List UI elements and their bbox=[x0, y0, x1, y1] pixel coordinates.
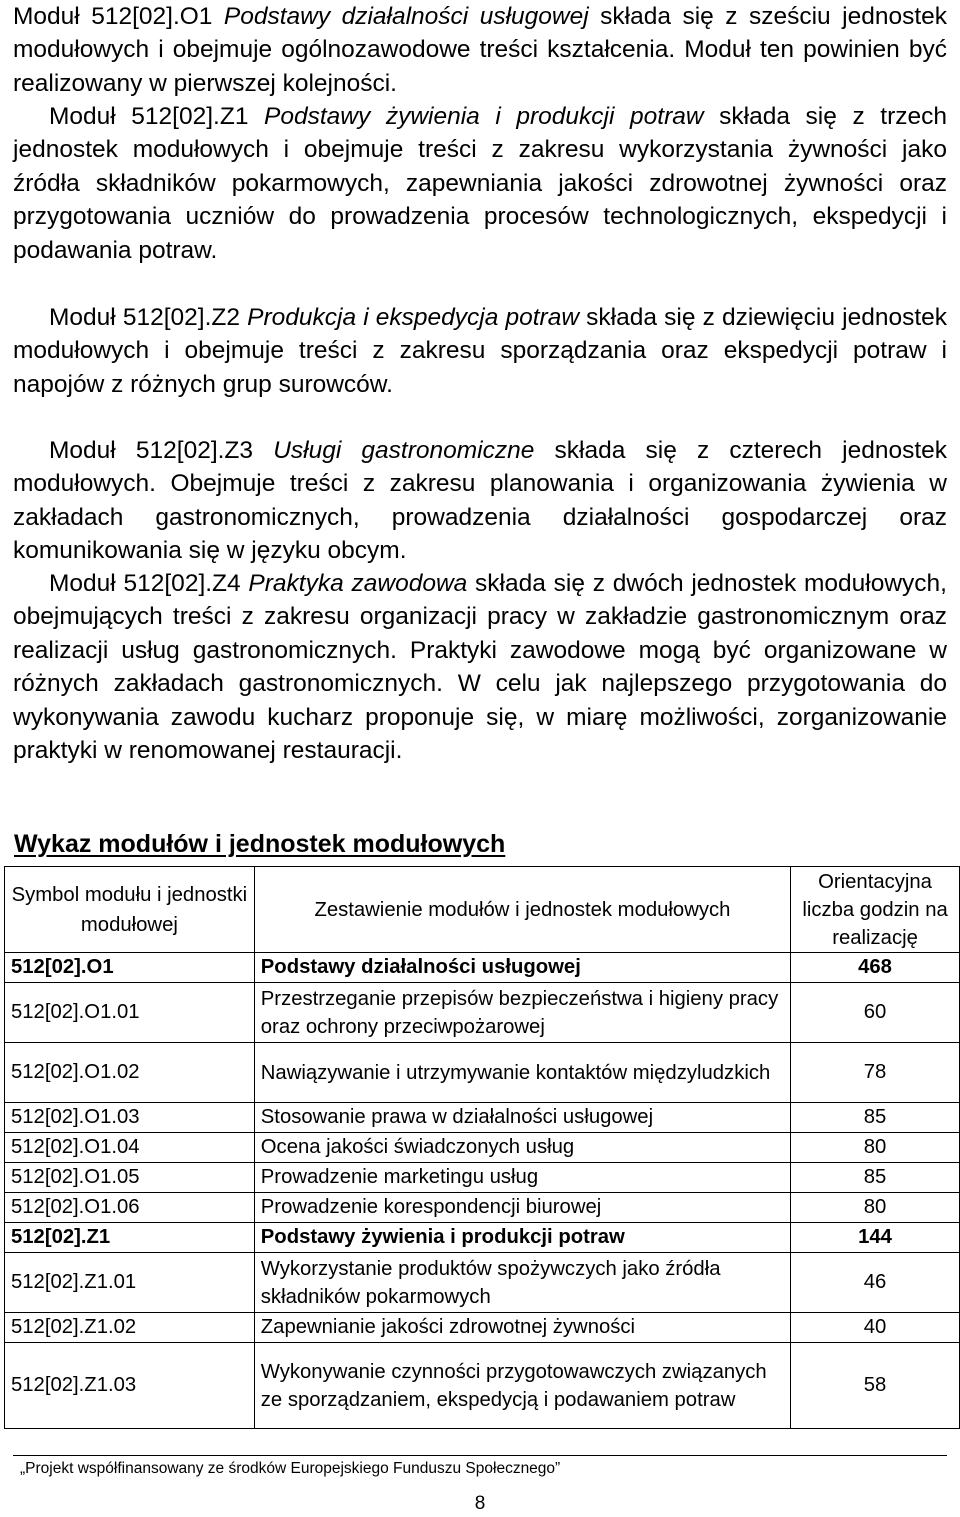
paragraph-text: składa się z czterech jednostek modułowych. Obejmuje treści z zakresu planowania i organizowania żywienia w zakładach gastronomicznych, prowadzenia działalności gospodarczej oraz komunikowania się w języku obcym. bbox=[13, 437, 947, 565]
table-row bbox=[5, 1043, 960, 1103]
cell-hours: 85 bbox=[791, 1103, 960, 1133]
cell-hours: 78 bbox=[791, 1043, 960, 1103]
paragraph-module-o1 bbox=[13, 0, 947, 100]
paragraph-module-z3 bbox=[13, 434, 947, 568]
module-title: Usługi gastronomiczne bbox=[273, 437, 535, 464]
paragraph-module-z1 bbox=[13, 100, 947, 267]
table-row bbox=[5, 1253, 960, 1313]
paragraph-prefix: Moduł 512[02].Z3 bbox=[49, 437, 274, 464]
paragraph-text: składa się z sześciu jednostek modułowych i obejmuje ogólnozawodowe treści kształcenia. Moduł ten powinien być realizowany w pierwszej kolejności. bbox=[13, 3, 948, 97]
cell-name: Podstawy żywienia i produkcji potraw bbox=[254, 1223, 790, 1253]
cell-name: Prowadzenie marketingu usług bbox=[254, 1163, 790, 1193]
paragraph-text: składa się z dwóch jednostek modułowych, obejmujących treści z zakresu organizacji pracy w zakładzie gastronomicznym oraz realizacji usług gastronomicznych. Praktyki zawodowe mogą być organizowane w różnych zakładach gastronomicznych. W celu jak najlepszego przygotowania do wykonywania zawodu kucharz proponuje się, w miarę możliwości, zorganizowanie praktyki w renomowanej restauracji. bbox=[13, 570, 947, 765]
table-row bbox=[5, 983, 960, 1043]
paragraph-module-z2 bbox=[13, 301, 947, 401]
module-title: Podstawy żywienia i produkcji potraw bbox=[264, 103, 704, 130]
cell-name: Wykonywanie czynności przygotowawczych związanych ze sporządzaniem, ekspedycją i podawaniem potraw bbox=[254, 1343, 790, 1429]
cell-symbol: 512[02].O1.02 bbox=[5, 1043, 255, 1103]
paragraph-prefix: Moduł 512[02].Z1 bbox=[49, 103, 265, 130]
cell-name: Przestrzeganie przepisów bezpieczeństwa i higieny pracy oraz ochrony przeciwpożarowej bbox=[254, 983, 790, 1043]
page-number: 8 bbox=[474, 1493, 486, 1514]
module-title: Podstawy działalności usługowej bbox=[223, 3, 589, 30]
cell-symbol: 512[02].O1.03 bbox=[5, 1103, 255, 1133]
cell-name: Zapewnianie jakości zdrowotnej żywności bbox=[254, 1313, 790, 1343]
paragraph-prefix: Moduł 512[02].O1 bbox=[13, 3, 224, 30]
module-title: Praktyka zawodowa bbox=[248, 570, 468, 597]
paragraph-prefix: Moduł 512[02].Z4 bbox=[49, 570, 249, 597]
cell-hours: 58 bbox=[791, 1343, 960, 1429]
cell-name: Ocena jakości świadczonych usług bbox=[254, 1133, 790, 1163]
cell-hours: 80 bbox=[791, 1133, 960, 1163]
paragraph-text: składa się z trzech jednostek modułowych i obejmuje treści z zakresu wykorzystania żywności jako źródła składników pokarmowych, zapewniania jakości zdrowotnej żywności oraz przygotowania uczniów do prowadzenia procesów technologicznych, ekspedycji i podawania potraw. bbox=[13, 103, 947, 264]
cell-hours: 144 bbox=[791, 1223, 960, 1253]
table-row bbox=[5, 1343, 960, 1429]
cell-symbol: 512[02].Z1.03 bbox=[5, 1343, 255, 1429]
cell-symbol: 512[02].Z1 bbox=[5, 1223, 255, 1253]
footer-text: „Projekt współfinansowany ze środków Europejskiego Funduszu Społecznego” bbox=[20, 1460, 561, 1477]
cell-name: Wykorzystanie produktów spożywczych jako źródła składników pokarmowych bbox=[254, 1253, 790, 1313]
header-name: Zestawienie modułów i jednostek modułowych bbox=[254, 867, 790, 953]
table-row bbox=[5, 1313, 960, 1343]
cell-hours: 46 bbox=[791, 1253, 960, 1313]
paragraph-prefix: Moduł 512[02].Z2 bbox=[49, 304, 248, 331]
cell-hours: 60 bbox=[791, 983, 960, 1043]
cell-hours: 40 bbox=[791, 1313, 960, 1343]
table-row bbox=[5, 953, 960, 983]
cell-symbol: 512[02].O1 bbox=[5, 953, 255, 983]
cell-symbol: 512[02].Z1.02 bbox=[5, 1313, 255, 1343]
table-row bbox=[5, 1163, 960, 1193]
modules-table bbox=[4, 866, 960, 1429]
cell-name: Prowadzenie korespondencji biurowej bbox=[254, 1193, 790, 1223]
module-title: Produkcja i ekspedycja potraw bbox=[247, 304, 580, 331]
cell-hours: 468 bbox=[791, 953, 960, 983]
table-row bbox=[5, 1223, 960, 1253]
paragraph-text: składa się z dziewięciu jednostek modułowych i obejmuje treści z zakresu sporządzania oraz ekspedycji potraw i napojów z różnych grup surowców. bbox=[13, 304, 948, 398]
table-header-row bbox=[5, 867, 960, 953]
table-row bbox=[5, 1193, 960, 1223]
cell-name: Podstawy działalności usługowej bbox=[254, 953, 790, 983]
cell-name: Nawiązywanie i utrzymywanie kontaktów międzyludzkich bbox=[254, 1043, 790, 1103]
header-symbol: Symbol modułu i jednostki modułowej bbox=[5, 867, 255, 953]
cell-symbol: 512[02].O1.01 bbox=[5, 983, 255, 1043]
cell-hours: 85 bbox=[791, 1163, 960, 1193]
cell-symbol: 512[02].O1.05 bbox=[5, 1163, 255, 1193]
section-heading: Wykaz modułów i jednostek modułowych bbox=[14, 830, 506, 858]
cell-hours: 80 bbox=[791, 1193, 960, 1223]
cell-symbol: 512[02].O1.06 bbox=[5, 1193, 255, 1223]
header-hours: Orientacyjna liczba godzin na realizację bbox=[791, 867, 960, 953]
paragraph-module-z4 bbox=[13, 567, 947, 767]
footer-divider bbox=[13, 1455, 947, 1456]
table-row bbox=[5, 1133, 960, 1163]
cell-name: Stosowanie prawa w działalności usługowej bbox=[254, 1103, 790, 1133]
cell-symbol: 512[02].Z1.01 bbox=[5, 1253, 255, 1313]
cell-symbol: 512[02].O1.04 bbox=[5, 1133, 255, 1163]
table-row bbox=[5, 1103, 960, 1133]
